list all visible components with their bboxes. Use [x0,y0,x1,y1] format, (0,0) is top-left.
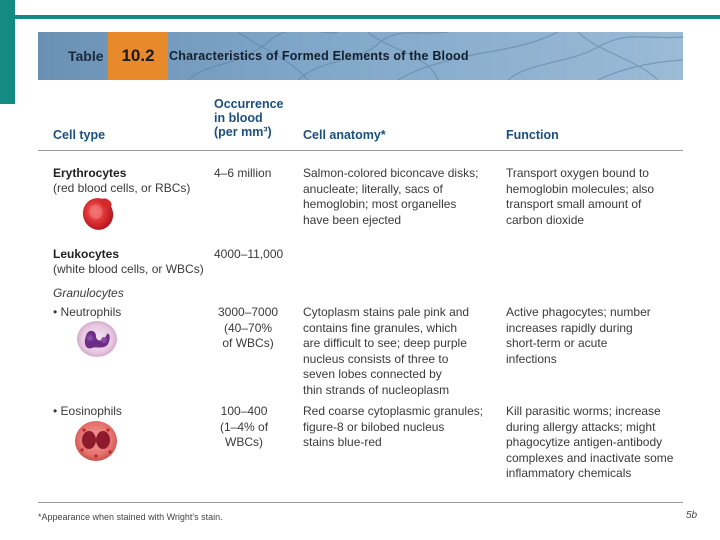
row-leukocytes-subtitle: (white blood cells, or WBCs) [53,262,204,276]
row-erythrocytes-subtitle: (red blood cells, or RBCs) [53,181,191,195]
column-header-cell-type: Cell type [53,128,106,142]
banner-title: Characteristics of Formed Elements of the Blood [169,49,469,63]
row-erythrocytes-function: Transport oxygen bound to hemoglobin molecules; also transport small amount of carbon dioxide [506,166,655,227]
header-divider [38,150,683,151]
row-leukocytes-occurrence: 4000–11,000 [214,247,284,261]
row-leukocytes-name: Leukocytes [53,247,120,261]
column-header-occurrence: Occurrence in blood (per mm³) [214,97,284,139]
slide-accent-gap [15,19,19,104]
row-neutrophils-anatomy: Cytoplasm stains pale pink and contains fine granules, which are difficult to see; deep purple nucleus consists of three to seven lobes connected by thin strands of nucleoplasm [303,305,470,397]
row-neutrophils-name: • Neutrophils [53,305,122,319]
banner-table-number: 10.2 [108,32,168,80]
row-eosinophils-name: • Eosinophils [53,404,122,418]
column-header-anatomy: Cell anatomy* [303,128,386,142]
row-eosinophils-function: Kill parasitic worms; increase during allergy attacks; might phagocytize antigen-antibody complexes and inactivate some inflammatory chemicals [506,404,674,480]
table-banner [38,32,683,80]
row-erythrocytes-name: Erythrocytes [53,166,127,180]
column-header-function: Function [506,128,559,142]
row-neutrophils-occurrence: 3000–7000 (40–70% of WBCs) [218,305,279,350]
row-neutrophils-function: Active phagocytes; number increases rapidly during short-term or acute infections [506,305,651,366]
neutrophil-illustration [74,318,120,360]
footer-divider [38,502,683,503]
footnote: *Appearance when stained with Wright's stain. [38,512,223,522]
eosinophil-illustration [72,418,120,464]
row-eosinophils-anatomy: Red coarse cytoplasmic granules; figure-8 or bilobed nucleus stains blue-red [303,404,484,449]
row-erythrocytes-occurrence: 4–6 million [214,166,272,180]
page-number: 5b [686,510,698,521]
granulocytes-label: Granulocytes [53,286,124,300]
slide-accent-bar-left [0,0,15,104]
row-erythrocytes-anatomy: Salmon-colored biconcave disks; anucleate; literally, sacs of hemoglobin; most organelles have been ejected [303,166,479,227]
erythrocyte-illustration [78,195,118,233]
banner-table-label: Table [68,48,104,64]
row-eosinophils-occurrence: 100–400 (1–4% of WBCs) [220,404,269,449]
slide-accent-bar-top [15,15,720,19]
